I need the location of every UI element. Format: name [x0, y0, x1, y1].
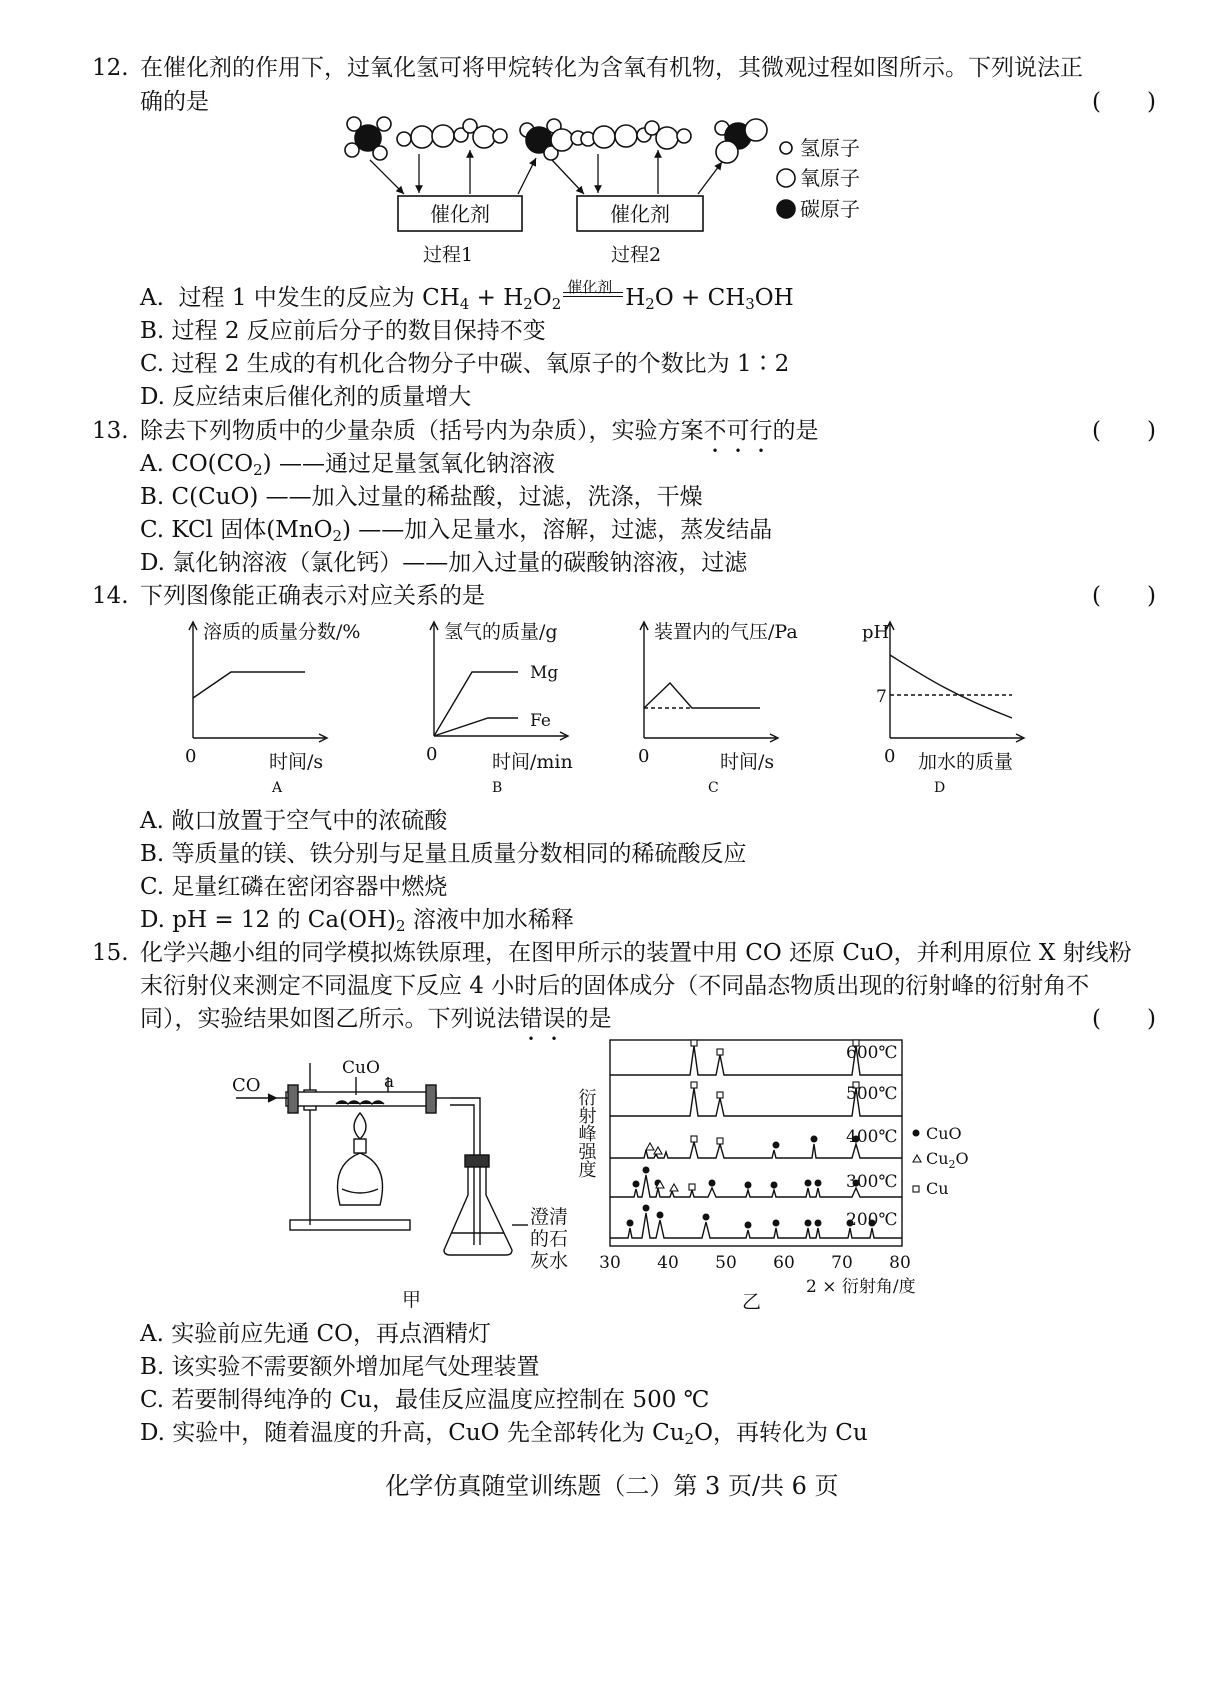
xrd-temp-200: 200℃: [846, 1210, 898, 1230]
page-footer: 化学仿真随堂训练题（二）第 3 页/共 6 页: [385, 1472, 839, 1500]
xrd-tick-40: 40: [657, 1253, 679, 1273]
graph-a-ylabel: 溶质的质量分数/%: [203, 621, 361, 643]
xrd-legend-cu: Cu: [926, 1179, 949, 1198]
methane-molecule-1: [345, 117, 391, 160]
q14-number: 14.: [92, 583, 129, 609]
q14-option-c: C. 足量红磷在密闭容器中燃烧: [140, 874, 448, 900]
process2-label: 过程2: [610, 244, 662, 266]
q14-option-a: A. 敞口放置于空气中的浓硫酸: [140, 808, 448, 834]
q14-graph-d: [862, 620, 1072, 800]
graph-b-origin: 0: [426, 744, 438, 765]
graph-b-xlabel: 时间/min: [492, 751, 573, 773]
graph-c-curve: [644, 683, 760, 708]
q12-molecule-diagram: [340, 118, 900, 278]
q14-graph-a: [185, 620, 375, 800]
graph-b-tag: B: [492, 780, 503, 796]
q14-stem: 下列图像能正确表示对应关系的是: [140, 583, 485, 609]
graph-b-mg-curve: [434, 672, 518, 736]
graph-d-curve: [890, 655, 1012, 718]
q13-stem: 除去下列物质中的少量杂质（括号内为杂质），实验方案不可行的是: [140, 418, 819, 444]
graph-d-seven: 7: [876, 687, 887, 707]
q15-stem-line1: 化学兴趣小组的同学模拟炼铁原理，在图甲所示的装置中用 CO 还原 CuO，并利用原位 X 射线粉: [140, 940, 1132, 966]
methanol-molecule-1: [520, 119, 585, 160]
xrd-ylabel: 衍射峰强度: [575, 1088, 597, 1178]
q15-option-b: B. 该实验不需要额外增加尾气处理装置: [140, 1354, 540, 1380]
legend-carbon: 碳原子: [800, 197, 860, 221]
q15-stem-line3: 同），实验结果如图乙所示。下列说法错误的是: [140, 1006, 612, 1032]
xrd-tick-80: 80: [889, 1253, 911, 1273]
process1-label: 过程1: [422, 244, 474, 266]
q15-xrd-chart: [575, 1038, 1034, 1318]
apparatus-caption: 甲: [402, 1289, 422, 1311]
apparatus-cuo-label: CuO: [342, 1058, 380, 1078]
limewater-label-2: 的石: [530, 1228, 569, 1250]
limewater-label-1: 澄清: [530, 1206, 569, 1228]
q12-option-a: A. 过程 1 中发生的反应为 $CH_4 + H_2O_2$ 催化剂 $H_2O + CH_3OH$: [140, 278, 794, 313]
q14-option-b: B. 等质量的镁、铁分别与足量且质量分数相同的稀硫酸反应: [140, 841, 747, 867]
q12-number: 12.: [92, 55, 129, 81]
q15-number: 15.: [92, 940, 129, 966]
xrd-legend-cuo: CuO: [926, 1124, 962, 1143]
apparatus-co-label: CO: [232, 1075, 261, 1096]
apparatus-a-label: a: [384, 1072, 395, 1092]
water-molecule-2: [645, 121, 691, 149]
graph-a-xlabel: 时间/s: [269, 751, 324, 773]
xrd-tick-60: 60: [773, 1253, 795, 1273]
xrd-temp-600: 600℃: [846, 1043, 898, 1063]
limewater-label-3: 灰水: [530, 1250, 569, 1272]
xrd-temp-300: 300℃: [846, 1172, 898, 1192]
xrd-temp-400: 400℃: [846, 1127, 898, 1147]
graph-c-origin: 0: [638, 746, 650, 767]
q15-apparatus-diagram: [230, 1055, 610, 1315]
q13-option-a: A. $CO(CO_2)$ ——通过足量氢氧化钠溶液: [140, 451, 555, 479]
graph-d-tag: D: [934, 780, 946, 796]
q13-option-c: C. KCl 固体(MnO$_2$) ——加入足量水，溶解，过滤，蒸发结晶: [140, 517, 773, 545]
legend-oxygen: 氧原子: [800, 166, 860, 190]
graph-b-mg-label: Mg: [530, 663, 559, 683]
catalyst-box-1: 催化剂: [430, 202, 490, 226]
graph-b-ylabel: 氢气的质量/g: [444, 621, 558, 643]
graph-c-xlabel: 时间/s: [720, 751, 775, 773]
xrd-temp-500: 500℃: [846, 1084, 898, 1104]
h2o2-molecule-1: [397, 125, 468, 148]
q15-stem-line2: 末衍射仪来测定不同温度下反应 4 小时后的固体成分（不同晶态物质出现的衍射峰的衍射角不: [140, 973, 1090, 999]
graph-a-tag: A: [272, 780, 283, 796]
graph-c-tag: C: [708, 780, 719, 796]
q12-stem-line2: 确的是: [140, 89, 209, 115]
catalyst-box-2: 催化剂: [610, 202, 670, 226]
q15-option-c: C. 若要制得纯净的 Cu，最佳反应温度应控制在 500 ℃: [140, 1387, 710, 1413]
water-molecule-1: [463, 119, 507, 148]
graph-a-curve: [193, 672, 305, 698]
xrd-caption: 乙: [742, 1291, 762, 1313]
graph-d-xlabel: 加水的质量: [918, 751, 1014, 773]
xrd-tick-50: 50: [715, 1253, 737, 1273]
q13-option-d: D. 氯化钠溶液（氯化钙）——加入过量的碳酸钠溶液，过滤: [140, 550, 748, 576]
q14-graph-c: [636, 620, 846, 800]
q12-option-b: B. 过程 2 反应前后分子的数目保持不变: [140, 318, 546, 344]
graph-a-origin: 0: [185, 746, 197, 767]
q14-graph-b: [426, 620, 616, 800]
q12-stem-line1: 在催化剂的作用下，过氧化氢可将甲烷转化为含氧有机物，其微观过程如图所示。下列说法正: [140, 55, 1083, 81]
xrd-legend-cu2o: $Cu_2O$: [926, 1149, 969, 1171]
q12-option-c: C. 过程 2 生成的有机化合物分子中碳、氧原子的个数比为 1∶2: [140, 351, 790, 377]
q15-option-d: D. 实验中，随着温度的升高，CuO 先全部转化为 $Cu_2O$，再转化为 Cu: [140, 1420, 868, 1448]
q14-answer-paren: ( ): [1092, 583, 1156, 609]
graph-b-fe-label: Fe: [530, 711, 551, 731]
graph-b-fe-curve: [434, 718, 518, 736]
xrd-xlabel: 2 × 衍射角/度: [806, 1277, 916, 1297]
xrd-tick-70: 70: [831, 1253, 853, 1273]
q15-option-a: A. 实验前应先通 CO，再点酒精灯: [140, 1321, 491, 1347]
graph-d-ylabel: pH: [862, 622, 890, 643]
q13-answer-paren: ( ): [1092, 418, 1156, 444]
q14-option-d: D. pH = 12 的 $Ca(OH)_2$ 溶液中加水稀释: [140, 907, 574, 935]
q12-answer-paren: ( ): [1092, 89, 1156, 115]
h2o2-molecule-2: [581, 125, 651, 148]
legend-hydrogen: 氢原子: [800, 136, 860, 160]
product-molecule: [715, 119, 767, 163]
xrd-tick-30: 30: [599, 1253, 621, 1273]
graph-d-origin: 0: [884, 746, 896, 767]
q13-number: 13.: [92, 418, 129, 444]
q13-option-b: B. C(CuO) ——加入过量的稀盐酸，过滤，洗涤，干燥: [140, 484, 703, 510]
q12-option-d: D. 反应结束后催化剂的质量增大: [140, 384, 472, 410]
q15-answer-paren: ( ): [1092, 1006, 1156, 1032]
graph-c-ylabel: 装置内的气压/Pa: [654, 621, 798, 643]
